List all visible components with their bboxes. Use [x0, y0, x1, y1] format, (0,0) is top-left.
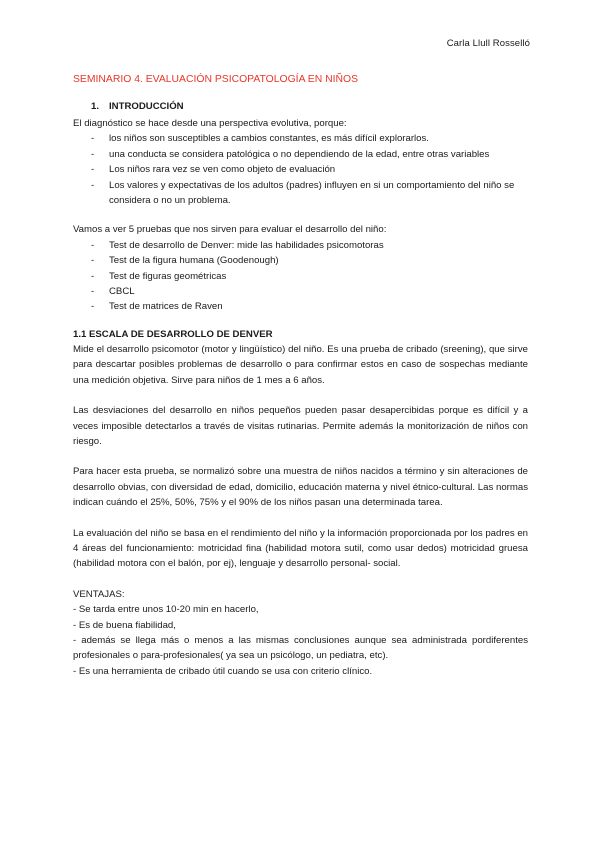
body-paragraph: Para hacer esta prueba, se normalizó sobre una muestra de niños nacidos a término y sin alteraciones de desarrollo obvias, con diversidad de edad, domicilio, educación materna y nivel étnico-cultural. Las normas indican cuándo el 25%, 50%, 75% y el 90% de los niños pasan una determinada tarea. [73, 466, 528, 509]
document-title: SEMINARIO 4. EVALUACIÓN PSICOPATOLOGÍA EN NIÑOS [73, 74, 359, 85]
body-paragraph: Mide el desarrollo psicomotor (motor y lingüístico) del niño. Es una prueba de cribado (sreening), que sirve para descartar posibles problemas de desarrollo o para confirmar estos en caso de sospechas mediante una medición objetiva. Sirve para niños de 1 mes a 6 años. [73, 343, 528, 386]
intro-bullet-list [73, 131, 528, 208]
list-item: - una conducta se considera patológica o no dependiendo de la edad, entre otras variables [73, 147, 528, 162]
document-body [73, 72, 528, 679]
ventajas-heading: VENTAJAS: [73, 588, 125, 600]
body-paragraph: Las desviaciones del desarrollo en niños pequeños pueden pasar desapercibidas porque es difícil y a veces imposible detectarlos a través de visitas rutinarias. Permite además la monitorización de niños con riesgo. [73, 405, 528, 447]
list-item: - Test de figuras geométricas [73, 269, 528, 284]
subsection-heading-denver: 1.1 ESCALA DE DESARROLLO DE DENVER [73, 328, 273, 340]
ventaja-item: - Se tarda entre unos 10-20 min en hacerlo, [73, 604, 259, 616]
section-number: 1. [91, 101, 100, 112]
ventaja-item: - Es de buena fiabilidad, [73, 619, 176, 631]
list-item: - Los niños rara vez se ven como objeto de evaluación [73, 162, 528, 177]
section-heading-introduccion [91, 99, 528, 115]
tests-intro-paragraph: Vamos a ver 5 pruebas que nos sirven para evaluar el desarrollo del niño: [73, 224, 387, 236]
list-item: - Test de matrices de Raven [73, 299, 528, 314]
ventaja-item: - Es una herramienta de cribado útil cuando se usa con criterio clínico. [73, 665, 373, 677]
list-item: - los niños son susceptibles a cambios constantes, es más difícil explorarlos. [73, 131, 528, 146]
list-item: - Los valores y expectativas de los adultos (padres) influyen en si un comportamiento del niño se considera o no un problema. [73, 178, 528, 209]
section-heading-text: INTRODUCCIÓN [109, 101, 184, 112]
list-item: - CBCL [73, 284, 528, 299]
ventaja-item: - además se llega más o menos a las mismas conclusiones aunque sea administrada pordiferentes profesionales o para-profesionales( ya sea un psicólogo, un pediatra, etc). [73, 634, 528, 662]
body-paragraph: La evaluación del niño se basa en el rendimiento del niño y la información proporcionada por los padres en 4 áreas del funcionamiento: motricidad fina (habilidad motora sutil, como usar dedos) motricidad gruesa (habilidad motora con el balón, por ej), lenguaje y desarrollo personal- social. [73, 527, 528, 570]
tests-list [73, 238, 528, 315]
list-item: - Test de la figura humana (Goodenough) [73, 253, 528, 268]
author-header: Carla Llull Rosselló [446, 38, 530, 49]
list-item: - Test de desarrollo de Denver: mide las habilidades psicomotoras [73, 238, 528, 253]
intro-paragraph: El diagnóstico se hace desde una perspectiva evolutiva, porque: [73, 118, 347, 129]
